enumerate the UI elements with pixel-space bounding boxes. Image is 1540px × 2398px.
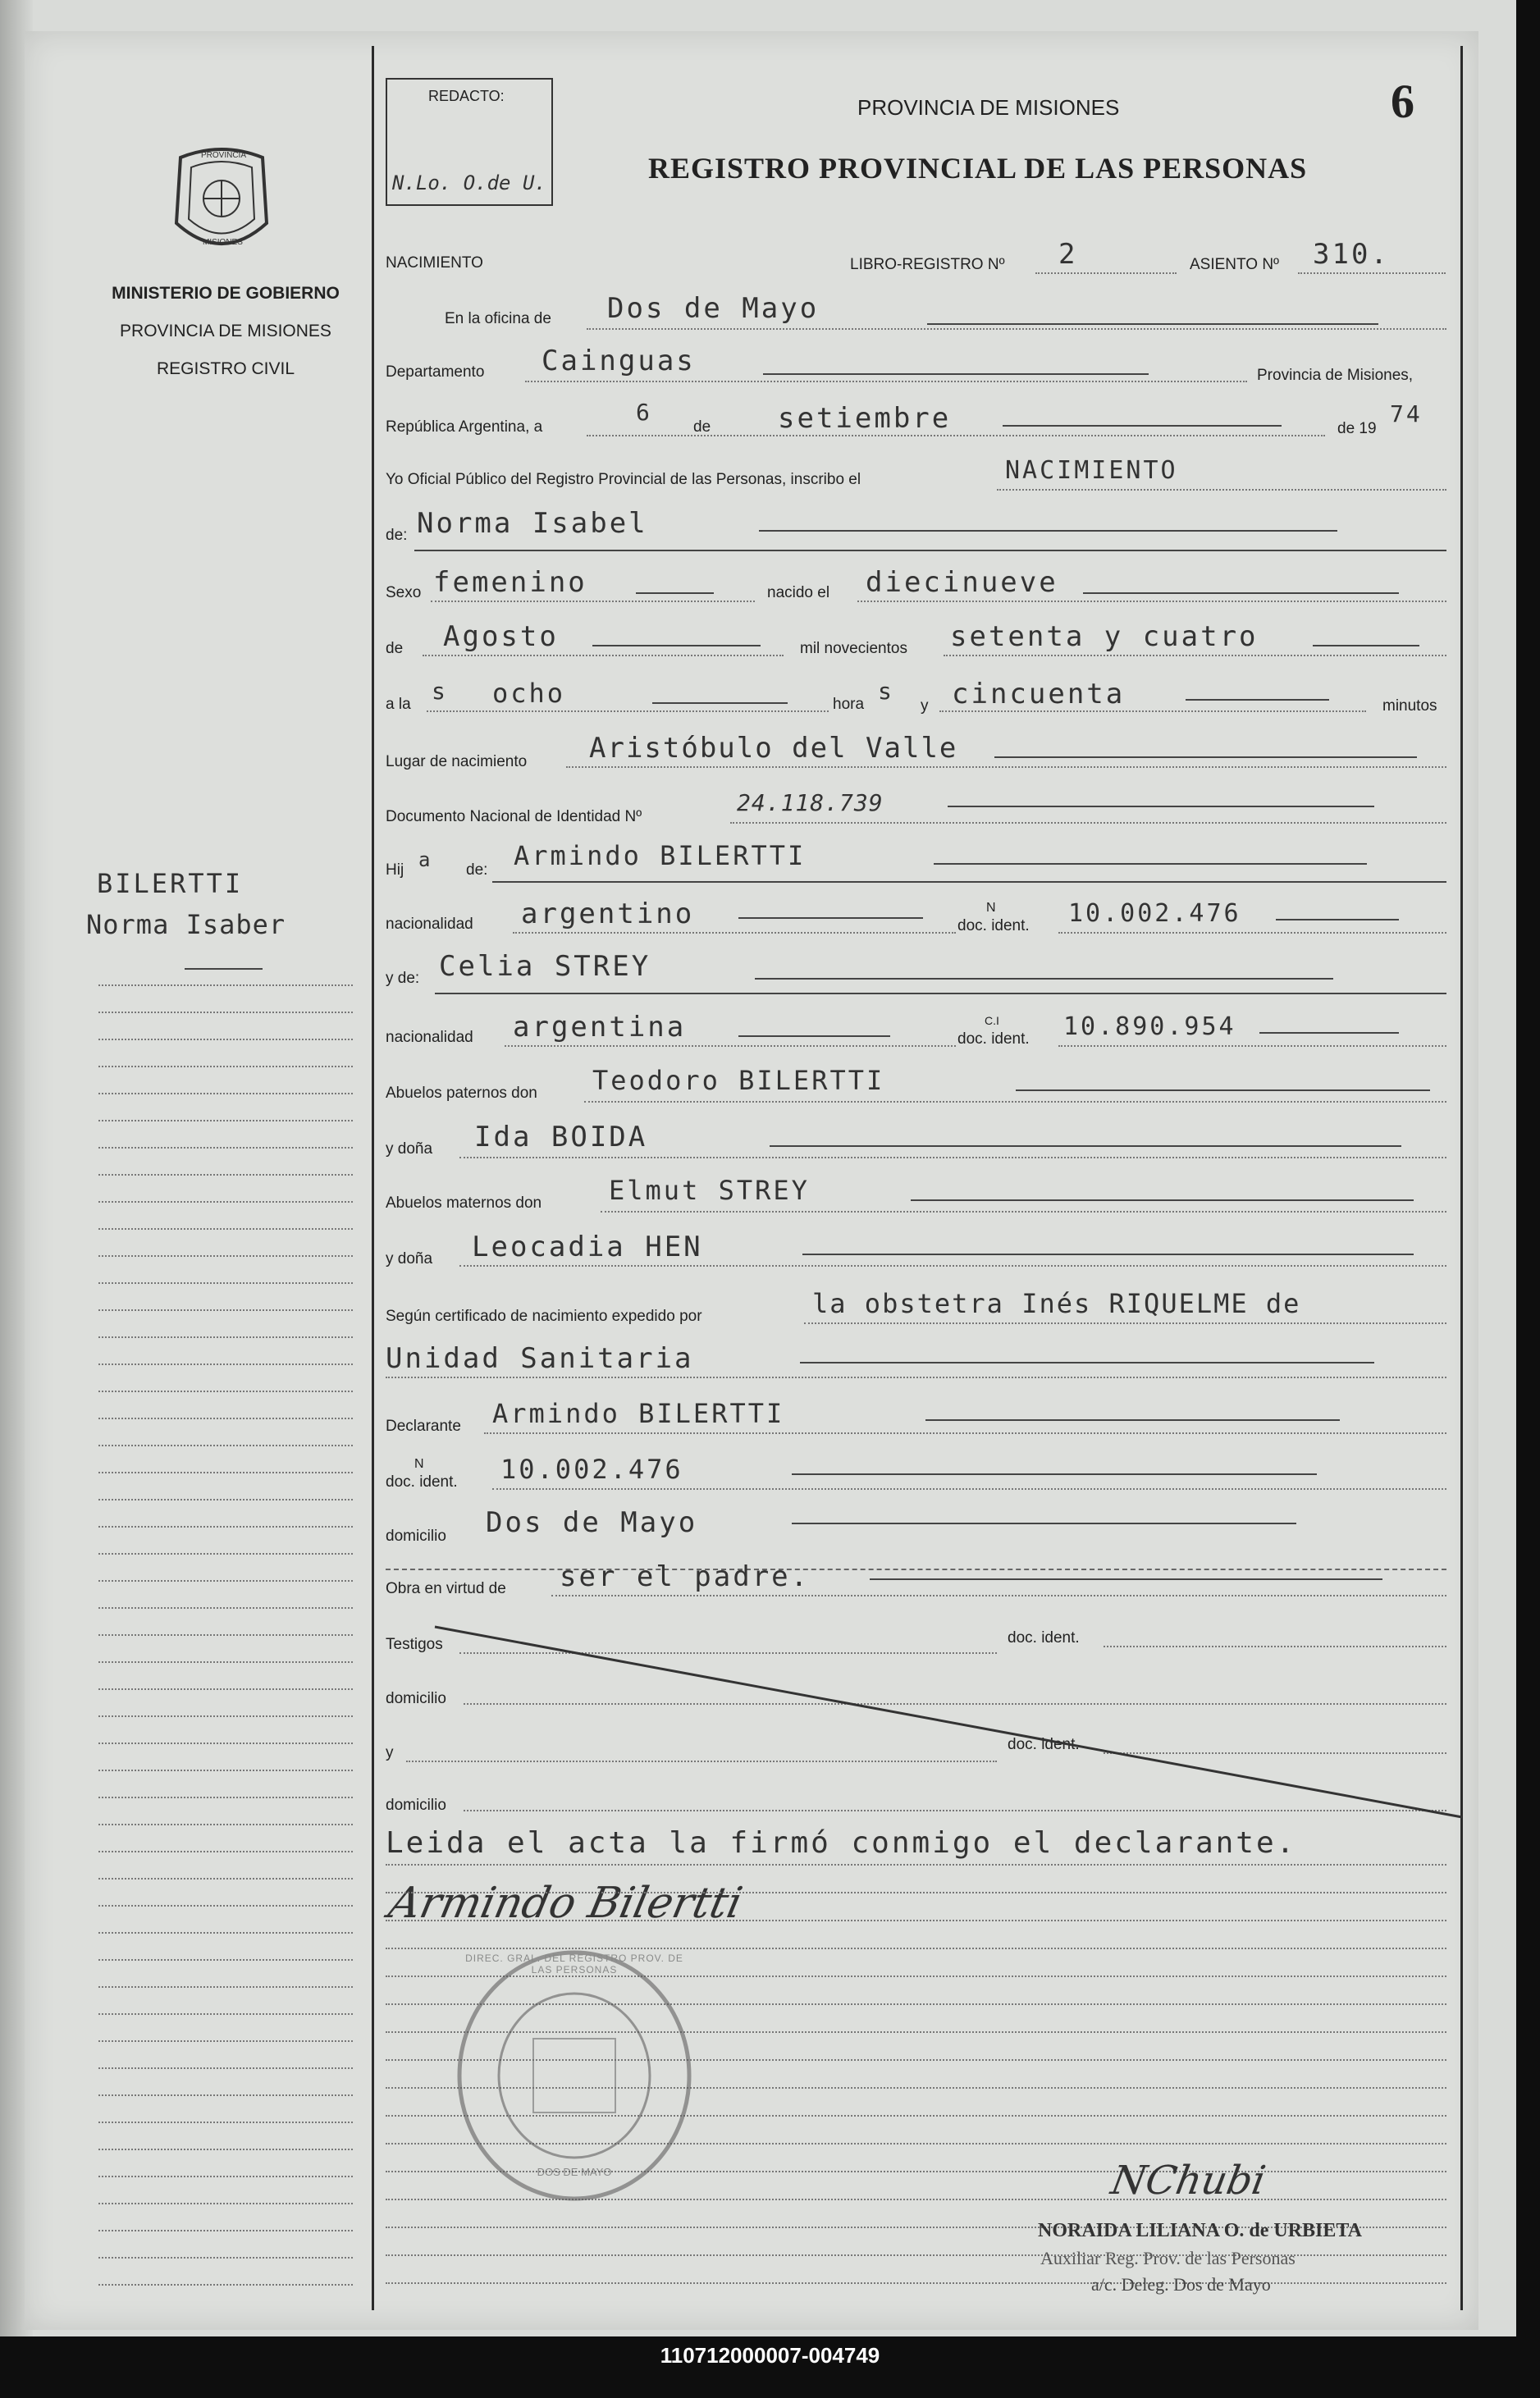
margin-ruled-line (98, 1824, 353, 1825)
father-nat-line (513, 932, 956, 934)
abuela-m-line (459, 1265, 1446, 1267)
nacido-line (857, 601, 1446, 602)
mother-doc-line (1058, 1045, 1446, 1047)
margin-ruled-line (98, 1607, 353, 1609)
obra-value: ser el padre. (560, 1560, 811, 1593)
margin-ruled-line (98, 1797, 353, 1798)
margin-ruled-line (98, 1012, 353, 1013)
nacimiento-label: NACIMIENTO (386, 254, 483, 272)
decl-doc: 10.002.476 (500, 1454, 683, 1485)
nacido-value: diecinueve (866, 566, 1058, 599)
republica-label: República Argentina, a (386, 418, 543, 436)
oficial-line (997, 489, 1446, 491)
margin-ruled-line (98, 2230, 353, 2231)
oficina-dash (927, 323, 1378, 325)
abuela-p-dash (770, 1145, 1401, 1147)
lugar-value: Aristóbulo del Valle (589, 732, 958, 765)
margin-ruled-line (98, 1039, 353, 1040)
nac-label: nacionalidad (386, 916, 473, 933)
t-doc2-label: doc. ident. (1008, 1736, 1080, 1753)
dni-label: Documento Nacional de Identidad Nº (386, 808, 642, 825)
domicilio-value: Dos de Mayo (486, 1506, 698, 1539)
obra-line (551, 1595, 1446, 1596)
stamp-center-text: DOS DE MAYO (537, 2166, 612, 2178)
mother-doc-dash (1259, 1032, 1399, 1034)
sexo-label: Sexo (386, 584, 422, 601)
nac2-label: nacionalidad (386, 1029, 473, 1046)
margin-ruled-line (98, 1932, 353, 1934)
margin-ruled-line (98, 2067, 353, 2069)
dni-value: 24.118.739 (737, 789, 884, 816)
right-column-border (1460, 46, 1463, 2310)
departamento-label: Departamento (386, 363, 485, 381)
decl-doc-dash (792, 1473, 1317, 1475)
minutes-line (939, 710, 1366, 712)
minutos-label: minutos (1382, 697, 1437, 715)
provincia-label: Provincia de Misiones, (1257, 367, 1414, 384)
doc-sup-ci: C.I (985, 1014, 999, 1027)
segun2-line (386, 1377, 1446, 1378)
margin-ruled-line (98, 2122, 353, 2123)
margin-ruled-line (98, 2040, 353, 2042)
left-column-border (372, 46, 374, 2310)
declarante-value: Armindo BILERTTI (492, 1398, 785, 1429)
birth-year-line (944, 655, 1446, 656)
province-seal-icon (168, 141, 275, 264)
margin-ruled-line (98, 2176, 353, 2177)
name-underline (414, 550, 1446, 551)
mother-doc: 10.890.954 (1063, 1012, 1236, 1041)
abuelos-m-label: Abuelos maternos don (386, 1194, 542, 1212)
declarant-signature: Armindo Bilertti (384, 1879, 747, 1928)
abuelo-p-line (584, 1101, 1446, 1103)
hora-suffix: s (878, 678, 894, 705)
abuela-m-dash (802, 1254, 1414, 1255)
margin-ruled-line (98, 1391, 353, 1392)
body-ruled-line (386, 2282, 1446, 2284)
birth-month: Agosto (443, 620, 559, 653)
asiento-value: 310. (1313, 238, 1390, 271)
margin-ruled-line (98, 1661, 353, 1663)
abuelo-m-line (601, 1211, 1446, 1213)
margin-ruled-line (98, 1526, 353, 1528)
seal-text-bottom: MISIONES (203, 238, 243, 247)
oficial-label: Yo Oficial Público del Registro Provincial de las Personas, inscribo el (386, 471, 861, 488)
birth-month-dash (592, 645, 761, 646)
t-dom2-label: domicilio (386, 1797, 446, 1814)
civil-registry-label: REGISTRO CIVIL (156, 359, 295, 378)
official-signature: NChubi (1108, 2158, 1269, 2204)
minutes-value: cincuenta (952, 678, 1126, 710)
declarante-line (484, 1432, 1446, 1434)
obra-label: Obra en virtud de (386, 1580, 506, 1597)
segun-line (804, 1322, 1446, 1324)
registry-stamp (447, 1948, 701, 2203)
month-dash (1003, 425, 1282, 427)
margin-ruled-line (98, 1905, 353, 1907)
document-id: 110712000007-004749 (660, 2343, 880, 2368)
sexo-value: femenino (433, 566, 587, 599)
margin-ruled-line (98, 1851, 353, 1852)
t-dom-label: domicilio (386, 1690, 446, 1707)
year-value: 74 (1390, 400, 1423, 427)
father-nat-dash (738, 917, 923, 919)
segun2-dash (800, 1362, 1374, 1363)
hij-de-label: de: (466, 861, 488, 879)
margin-ruled-line (98, 1959, 353, 1961)
margin-ruled-line (98, 1174, 353, 1176)
segun-value: la obstetra Inés RIQUELME de (812, 1288, 1301, 1319)
declarante-label: Declarante (386, 1418, 461, 1435)
body-ruled-line (386, 1920, 1446, 1921)
year-label: de 19 (1337, 420, 1377, 437)
ydona-label: y doña (386, 1140, 433, 1158)
father-doc-dash (1276, 919, 1399, 920)
sexo-dash (636, 592, 714, 594)
hour-suffix: s (432, 678, 448, 705)
margin-ruled-line (98, 1553, 353, 1555)
margin-ruled-line (98, 2203, 353, 2204)
segun-value2: Unidad Sanitaria (386, 1342, 694, 1375)
margin-ruled-line (98, 1499, 353, 1500)
father-value: Armindo BILERTTI (514, 840, 807, 871)
margin-ruled-line (98, 1770, 353, 1771)
margin-ruled-line (98, 2257, 353, 2259)
registry-title: REGISTRO PROVINCIAL DE LAS PERSONAS (648, 152, 1308, 185)
birth-month-line (423, 655, 784, 656)
abuelo-m: Elmut STREY (609, 1175, 810, 1206)
hora-label: hora (833, 696, 865, 713)
birth-year-words: setenta y cuatro (950, 620, 1259, 653)
father-doc-line (1058, 932, 1446, 934)
dni-line (730, 822, 1446, 824)
margin-ruled-line (98, 1986, 353, 1988)
departamento-dash (763, 373, 1149, 375)
witness-cancel-line (427, 1620, 1469, 1825)
lugar-line (566, 766, 1446, 768)
declarante-dash (925, 1419, 1340, 1421)
redacto-box (386, 78, 553, 206)
mother-value: Celia STREY (439, 950, 651, 983)
official-role: Auxiliar Reg. Prov. de las Personas (1040, 2248, 1296, 2268)
mother-dash (755, 978, 1333, 980)
mil-label: mil novecientos (800, 640, 907, 657)
left-province-label: PROVINCIA DE MISIONES (120, 322, 331, 340)
margin-ruled-line (98, 1255, 353, 1257)
leida-value: Leida el acta la firmó conmigo el declarante. (386, 1826, 1297, 1860)
father-doc: 10.002.476 (1068, 899, 1241, 928)
margin-ruled-line (98, 2149, 353, 2150)
margin-underline (185, 968, 263, 970)
margin-ruled-line (98, 1120, 353, 1121)
hij-label: Hij (386, 861, 404, 879)
abuelos-p-label: Abuelos paternos don (386, 1085, 537, 1102)
official-office: a/c. Deleg. Dos de Mayo (1091, 2274, 1271, 2295)
nacido-label: nacido el (767, 584, 830, 601)
ministry-label: MINISTERIO DE GOBIERNO (112, 284, 340, 303)
margin-ruled-line (98, 1147, 353, 1149)
decl-doc-line (492, 1488, 1446, 1490)
de-name-label: de: (386, 527, 408, 544)
official-name: NORAIDA LILIANA O. de URBIETA (1038, 2220, 1362, 2241)
hour-line (427, 710, 829, 712)
doc2-label: doc. ident. (957, 1030, 1030, 1048)
domicilio-label: domicilio (386, 1528, 446, 1545)
mother-nat: argentina (513, 1011, 687, 1044)
decl-doc-label: doc. ident. (386, 1473, 458, 1491)
header-province: PROVINCIA DE MISIONES (857, 95, 1120, 120)
abuela-p: Ida BOIDA (474, 1121, 648, 1153)
departamento-line (525, 381, 1247, 382)
domicilio-dash (792, 1523, 1296, 1524)
margin-ruled-line (98, 1309, 353, 1311)
decl-sup-n: N (414, 1457, 424, 1471)
nacido-dash (1083, 592, 1399, 594)
de2-label: de (386, 640, 404, 657)
abuela-p-line (459, 1157, 1446, 1158)
margin-ruled-line (98, 1580, 353, 1582)
father-dash (934, 863, 1367, 865)
page-number: 6 (1391, 75, 1414, 128)
alas-label: a la (386, 696, 411, 713)
mother-nat-dash (738, 1035, 890, 1037)
margin-ruled-line (98, 2094, 353, 2096)
birth-year-dash (1313, 645, 1419, 646)
oficial-value: NACIMIENTO (1005, 456, 1178, 485)
margin-ruled-line (98, 1743, 353, 1744)
margin-ruled-line (98, 1715, 353, 1717)
segun-label: Según certificado de nacimiento expedido por (386, 1308, 702, 1325)
father-underline (492, 881, 1446, 883)
body-ruled-line (386, 1864, 1446, 1866)
margin-ruled-line (98, 1472, 353, 1473)
sexo-line (431, 601, 755, 602)
y-label: y (921, 697, 929, 715)
body-ruled-line (386, 1892, 1446, 1893)
day-value: 6 (636, 399, 652, 426)
seal-text-top: PROVINCIA (201, 151, 247, 160)
name-value: Norma Isabel (417, 507, 648, 540)
oficina-line (587, 328, 1446, 330)
libro-label: LIBRO-REGISTRO Nº (850, 256, 1005, 273)
oficina-label: En la oficina de (445, 310, 551, 327)
departamento-value: Cainguas (542, 345, 696, 377)
yde-label: y de: (386, 970, 420, 987)
margin-ruled-line (98, 1201, 353, 1203)
margin-ruled-line (98, 1093, 353, 1094)
abuelo-m-dash (911, 1199, 1414, 1201)
margin-surname: BILERTTI (97, 868, 244, 899)
margin-ruled-line (98, 984, 353, 986)
margin-ruled-line (98, 1066, 353, 1067)
margin-given-name: Norma Isaber (86, 909, 286, 940)
testigos-label: Testigos (386, 1636, 443, 1653)
lugar-label: Lugar de nacimiento (386, 753, 528, 770)
margin-ruled-line (98, 1282, 353, 1284)
dni-dash (948, 806, 1374, 807)
redacto-value: N.Lo. O.de U. (392, 171, 546, 194)
margin-ruled-line (98, 1363, 353, 1365)
abuela-m: Leocadia HEN (472, 1231, 703, 1263)
mother-nat-line (505, 1045, 956, 1047)
abuelo-p-dash (1016, 1089, 1430, 1091)
margin-ruled-line (98, 1688, 353, 1690)
margin-ruled-line (98, 1418, 353, 1419)
ydona2-label: y doña (386, 1250, 433, 1268)
libro-value: 2 (1058, 238, 1078, 271)
hour-dash (652, 702, 788, 704)
margin-ruled-line (98, 1228, 353, 1230)
margin-ruled-line (98, 1445, 353, 1446)
hour-value: ocho (492, 678, 566, 709)
oficina-value: Dos de Mayo (607, 292, 820, 325)
stamp-ring-text: DIREC. GRAL. DEL REGISTRO PROV. DE LAS PERSONAS (465, 1953, 683, 1975)
date-line (587, 435, 1325, 436)
mother-underline (435, 993, 1446, 994)
margin-ruled-line (98, 1336, 353, 1338)
margin-ruled-line (98, 2284, 353, 2286)
doc-label: doc. ident. (957, 917, 1030, 934)
hij-suffix: a (418, 848, 433, 871)
asiento-label: ASIENTO Nº (1190, 256, 1279, 273)
obra-arrow (870, 1578, 1382, 1580)
margin-ruled-line (98, 2013, 353, 2015)
margin-ruled-line (98, 1878, 353, 1880)
t-doc-label: doc. ident. (1008, 1629, 1080, 1647)
name-dash (759, 530, 1337, 532)
domicilio-underline (386, 1569, 1446, 1570)
de-label: de (693, 418, 711, 436)
margin-ruled-line (98, 1634, 353, 1636)
abuelo-p: Teodoro BILERTTI (592, 1065, 885, 1096)
month-value: setiembre (778, 402, 952, 435)
t-y-label: y (386, 1744, 394, 1761)
lugar-dash (994, 756, 1417, 758)
doc-sup-n: N (986, 901, 996, 915)
minutes-dash (1186, 699, 1329, 701)
asiento-line (1298, 272, 1446, 274)
father-nat: argentino (521, 898, 695, 930)
redacto-label: REDACTO: (428, 88, 505, 104)
libro-line (1035, 272, 1177, 274)
